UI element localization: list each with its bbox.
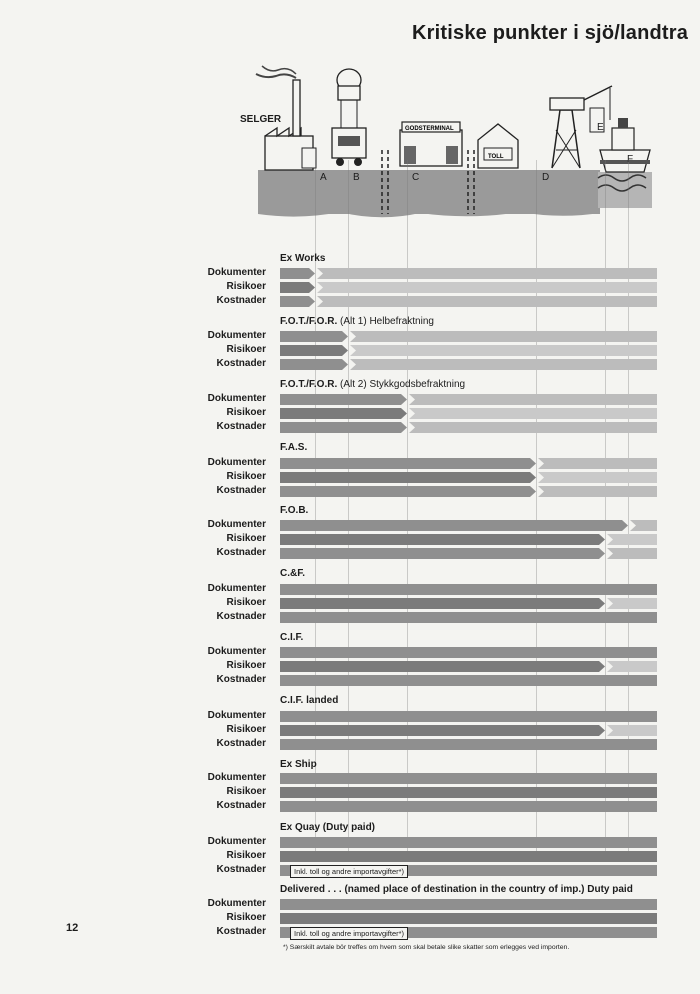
seller-responsibility-bar xyxy=(280,486,536,497)
seller-responsibility-bar xyxy=(280,408,407,419)
row-label-dokumenter: Dokumenter xyxy=(207,772,266,783)
row-label-kostnader: Kostnader xyxy=(216,485,266,496)
page-number: 12 xyxy=(66,922,79,934)
seller-responsibility-bar xyxy=(280,520,628,531)
seller-responsibility-bar xyxy=(280,359,348,370)
seller-responsibility-bar xyxy=(280,458,536,469)
row-label-kostnader: Kostnader xyxy=(216,547,266,558)
buyer-responsibility-bar xyxy=(630,520,657,531)
row-label-dokumenter: Dokumenter xyxy=(207,836,266,847)
point-b-label: B xyxy=(353,172,360,183)
seller-responsibility-bar xyxy=(280,675,657,686)
term-title-cif: C.I.F. xyxy=(280,632,304,643)
seller-responsibility-bar xyxy=(280,394,407,405)
buyer-responsibility-bar xyxy=(607,725,657,736)
buyer-responsibility-bar xyxy=(409,394,657,405)
seller-responsibility-bar xyxy=(280,282,315,293)
term-title-delivered: Delivered . . . (named place of destination in the country of imp.) Duty paid xyxy=(280,884,633,895)
point-f-label: F xyxy=(627,154,634,165)
row-label-risikoer: Risikoer xyxy=(226,407,266,418)
row-label-risikoer: Risikoer xyxy=(226,533,266,544)
seller-responsibility-bar xyxy=(280,548,605,559)
row-label-dokumenter: Dokumenter xyxy=(207,267,266,278)
term-title-fot-alt2: F.O.T./F.O.R. (Alt 2) Stykkgodsbefraktning xyxy=(280,379,466,390)
row-label-kostnader: Kostnader xyxy=(216,295,266,306)
term-title-fas: F.A.S. xyxy=(280,442,308,453)
buyer-responsibility-bar xyxy=(538,486,657,497)
row-label-dokumenter: Dokumenter xyxy=(207,330,266,341)
row-label-dokumenter: Dokumenter xyxy=(207,393,266,404)
buyer-responsibility-bar xyxy=(317,296,657,307)
row-label-risikoer: Risikoer xyxy=(226,786,266,797)
page-title: Kritiske punkter i sjö/landtra xyxy=(412,22,689,44)
row-label-risikoer: Risikoer xyxy=(226,597,266,608)
term-title-cif-landed: C.I.F. landed xyxy=(280,695,339,706)
point-a-label: A xyxy=(320,172,327,183)
footnote: *) Særskilt avtale bör treffes om hvem som skal betale slike skatter som erlegges ved importen. xyxy=(283,944,570,951)
row-label-risikoer: Risikoer xyxy=(226,281,266,292)
row-label-risikoer: Risikoer xyxy=(226,660,266,671)
seller-responsibility-bar xyxy=(280,534,605,545)
row-label-dokumenter: Dokumenter xyxy=(207,710,266,721)
row-label-kostnader: Kostnader xyxy=(216,926,266,937)
row-label-risikoer: Risikoer xyxy=(226,471,266,482)
point-c-label: C xyxy=(412,172,420,183)
buyer-responsibility-bar xyxy=(538,472,657,483)
buyer-responsibility-bar xyxy=(409,408,657,419)
buyer-responsibility-bar xyxy=(409,422,657,433)
seller-responsibility-bar xyxy=(280,711,657,722)
seller-responsibility-bar xyxy=(280,422,407,433)
seller-responsibility-bar xyxy=(280,913,657,924)
point-e-label: E xyxy=(597,122,604,133)
row-label-dokumenter: Dokumenter xyxy=(207,457,266,468)
seller-responsibility-bar xyxy=(280,472,536,483)
row-label-risikoer: Risikoer xyxy=(226,912,266,923)
seller-responsibility-bar xyxy=(280,801,657,812)
buyer-responsibility-bar xyxy=(350,359,657,370)
term-title-ex-works: Ex Works xyxy=(280,253,326,264)
buyer-responsibility-bar xyxy=(317,268,657,279)
seller-responsibility-bar xyxy=(280,739,657,750)
seller-responsibility-bar xyxy=(280,851,657,862)
seller-responsibility-bar xyxy=(280,331,348,342)
term-title-ex-ship: Ex Ship xyxy=(280,759,317,770)
seller-responsibility-bar xyxy=(280,661,605,672)
seller-responsibility-bar xyxy=(280,773,657,784)
seller-responsibility-bar xyxy=(280,268,315,279)
buyer-responsibility-bar xyxy=(538,458,657,469)
term-title-ex-quay: Ex Quay (Duty paid) xyxy=(280,822,376,833)
seller-responsibility-bar xyxy=(280,598,605,609)
seller-responsibility-bar xyxy=(280,787,657,798)
buyer-responsibility-bar xyxy=(607,534,657,545)
seller-responsibility-bar xyxy=(280,612,657,623)
term-title-fob: F.O.B. xyxy=(280,505,309,516)
row-label-dokumenter: Dokumenter xyxy=(207,583,266,594)
import-duty-note: Inkl. toll og andre importavgifter*) xyxy=(290,927,408,940)
buyer-responsibility-bar xyxy=(607,661,657,672)
seller-responsibility-bar xyxy=(280,837,657,848)
customs-sign: TOLL xyxy=(488,154,504,160)
seller-responsibility-bar xyxy=(280,899,657,910)
row-label-dokumenter: Dokumenter xyxy=(207,898,266,909)
terminal-sign: GODSTERMINAL xyxy=(405,126,454,132)
row-label-risikoer: Risikoer xyxy=(226,344,266,355)
import-duty-note: Inkl. toll og andre importavgifter*) xyxy=(290,865,408,878)
row-label-kostnader: Kostnader xyxy=(216,421,266,432)
row-label-kostnader: Kostnader xyxy=(216,800,266,811)
row-label-risikoer: Risikoer xyxy=(226,724,266,735)
row-label-dokumenter: Dokumenter xyxy=(207,519,266,530)
row-label-kostnader: Kostnader xyxy=(216,611,266,622)
row-label-kostnader: Kostnader xyxy=(216,864,266,875)
term-title-fot-alt1: F.O.T./F.O.R. (Alt 1) Helbefraktning xyxy=(280,316,434,327)
term-title-cf: C.&F. xyxy=(280,568,305,579)
row-label-kostnader: Kostnader xyxy=(216,358,266,369)
seller-responsibility-bar xyxy=(280,345,348,356)
buyer-responsibility-bar xyxy=(317,282,657,293)
buyer-responsibility-bar xyxy=(607,548,657,559)
row-label-kostnader: Kostnader xyxy=(216,738,266,749)
seller-responsibility-bar xyxy=(280,647,657,658)
point-d-label: D xyxy=(542,172,550,183)
buyer-responsibility-bar xyxy=(350,331,657,342)
row-label-dokumenter: Dokumenter xyxy=(207,646,266,657)
seller-responsibility-bar xyxy=(280,296,315,307)
seller-label: SELGER xyxy=(240,114,282,125)
buyer-responsibility-bar xyxy=(607,598,657,609)
row-label-kostnader: Kostnader xyxy=(216,674,266,685)
seller-responsibility-bar xyxy=(280,725,605,736)
buyer-responsibility-bar xyxy=(350,345,657,356)
seller-responsibility-bar xyxy=(280,584,657,595)
row-label-risikoer: Risikoer xyxy=(226,850,266,861)
